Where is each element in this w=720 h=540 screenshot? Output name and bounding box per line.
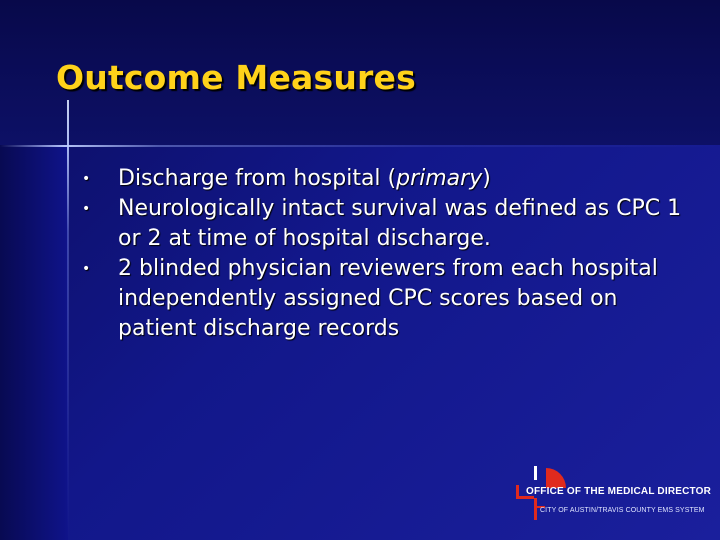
- bullet-item: [82, 254, 682, 344]
- logo-title: OFFICE OF THE MEDICAL DIRECTOR: [526, 486, 712, 497]
- bullet-item: [82, 194, 682, 254]
- bullet-text: [118, 166, 491, 191]
- left-accent-band: [0, 145, 68, 540]
- bullet-item: [82, 164, 682, 194]
- bullet-text-segment: Discharge from hospital (: [118, 166, 397, 191]
- bullet-icon: •: [82, 171, 91, 187]
- bullet-list: [82, 164, 682, 344]
- bullet-icon: •: [82, 261, 91, 277]
- bullet-text-segment: ): [482, 166, 491, 191]
- bullet-text: Neurologically intact survival was defined as CPC 1 or 2 at time of hospital discharge.: [118, 196, 682, 251]
- bullet-icon: •: [82, 201, 91, 217]
- slide-title: Outcome Measures: [56, 58, 416, 97]
- bullet-text: 2 blinded physician reviewers from each hospital independently assigned CPC scores based on patient discharge records: [118, 256, 658, 341]
- vertical-accent-line: [67, 100, 69, 540]
- horizontal-accent-line: [0, 145, 720, 147]
- bullet-emphasis: primary: [396, 166, 483, 191]
- logo-subtitle: CITY OF AUSTIN/TRAVIS COUNTY EMS SYSTEM: [540, 507, 705, 514]
- office-logo: [512, 460, 712, 522]
